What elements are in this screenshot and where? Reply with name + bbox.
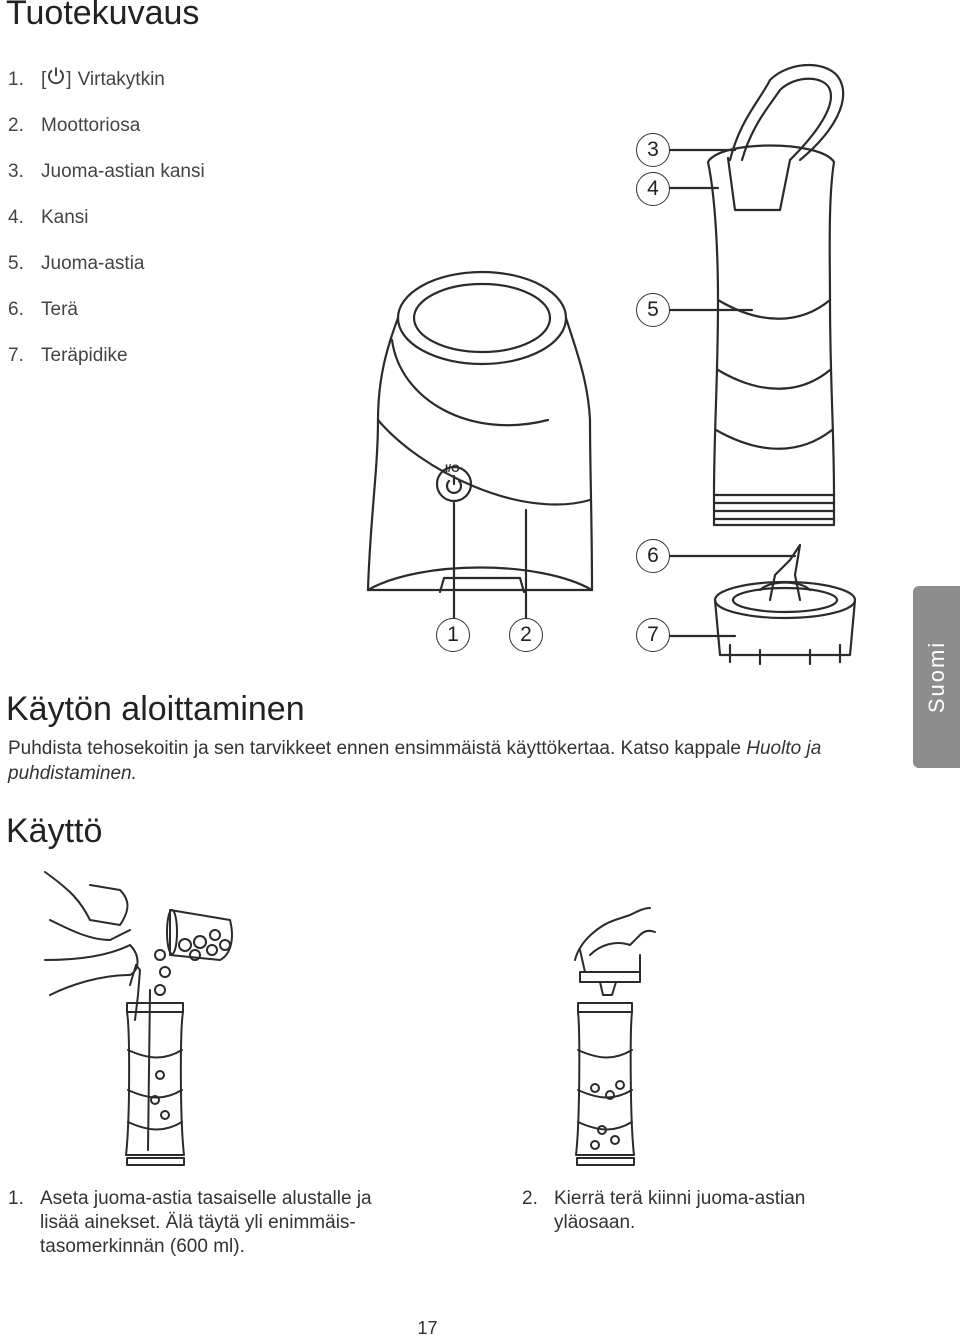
item-number: 6. [8, 299, 24, 320]
step-text: Kierrä terä kiinni juoma-astian yläosaan. [554, 1188, 806, 1233]
usage-step-1 [8, 1187, 398, 1259]
callout-7: 7 [636, 618, 670, 652]
page-number: 17 [417, 1318, 438, 1338]
page-title: Tuotekuvaus [6, 0, 200, 32]
step-number: 2. [522, 1188, 538, 1209]
usage-illustrations [0, 860, 960, 1180]
step-text: Aseta juoma-astia tasaiselle alustalle ja lisää ainekset. Älä täytä yli enimmäis-tasomerkinnän (600 ml). [40, 1188, 372, 1257]
bottle-drawing [670, 65, 843, 525]
usage-heading: Käyttö [6, 812, 103, 850]
usage-step-2 [522, 1187, 852, 1235]
maintenance-reference: Huolto ja puhdistaminen. [8, 738, 822, 784]
bracket-close: ] [66, 69, 72, 90]
step-1-drawing [45, 872, 232, 1165]
callout-1: 1 [436, 618, 470, 652]
item-number: 1. [8, 69, 24, 90]
blade-unit-drawing [670, 545, 855, 664]
callout-3: 3 [636, 133, 670, 167]
item-label: Terä [41, 299, 78, 320]
callout-6: 6 [636, 539, 670, 573]
item-number: 3. [8, 161, 24, 182]
motor-base-drawing [368, 272, 592, 620]
item-number: 4. [8, 207, 24, 228]
item-label: Kansi [41, 207, 89, 228]
language-tab-label: Suomi [923, 640, 949, 714]
item-label: Juoma-astian kansi [41, 161, 205, 182]
bracket-open: [ [41, 69, 47, 90]
item-label: Teräpidike [41, 345, 128, 366]
intro-text: Puhdista tehosekoitin ja sen tarvikkeet ennen ensimmäistä käyttökertaa. Katso kappale [8, 738, 747, 759]
callout-5: 5 [636, 293, 670, 327]
item-label: Juoma-astia [41, 253, 145, 274]
callout-2: 2 [509, 618, 543, 652]
item-number: 2. [8, 115, 24, 136]
switch-label: I/O [445, 463, 460, 475]
item-number: 7. [8, 345, 24, 366]
step-number: 1. [8, 1188, 24, 1209]
item-label: Virtakytkin [77, 69, 165, 90]
getting-started-text [8, 736, 888, 786]
getting-started-heading: Käytön aloittaminen [6, 690, 305, 728]
item-label: Moottoriosa [41, 115, 141, 136]
step-2-drawing [575, 908, 655, 1165]
item-number: 5. [8, 253, 24, 274]
language-tab [913, 586, 960, 768]
callout-4: 4 [636, 172, 670, 206]
